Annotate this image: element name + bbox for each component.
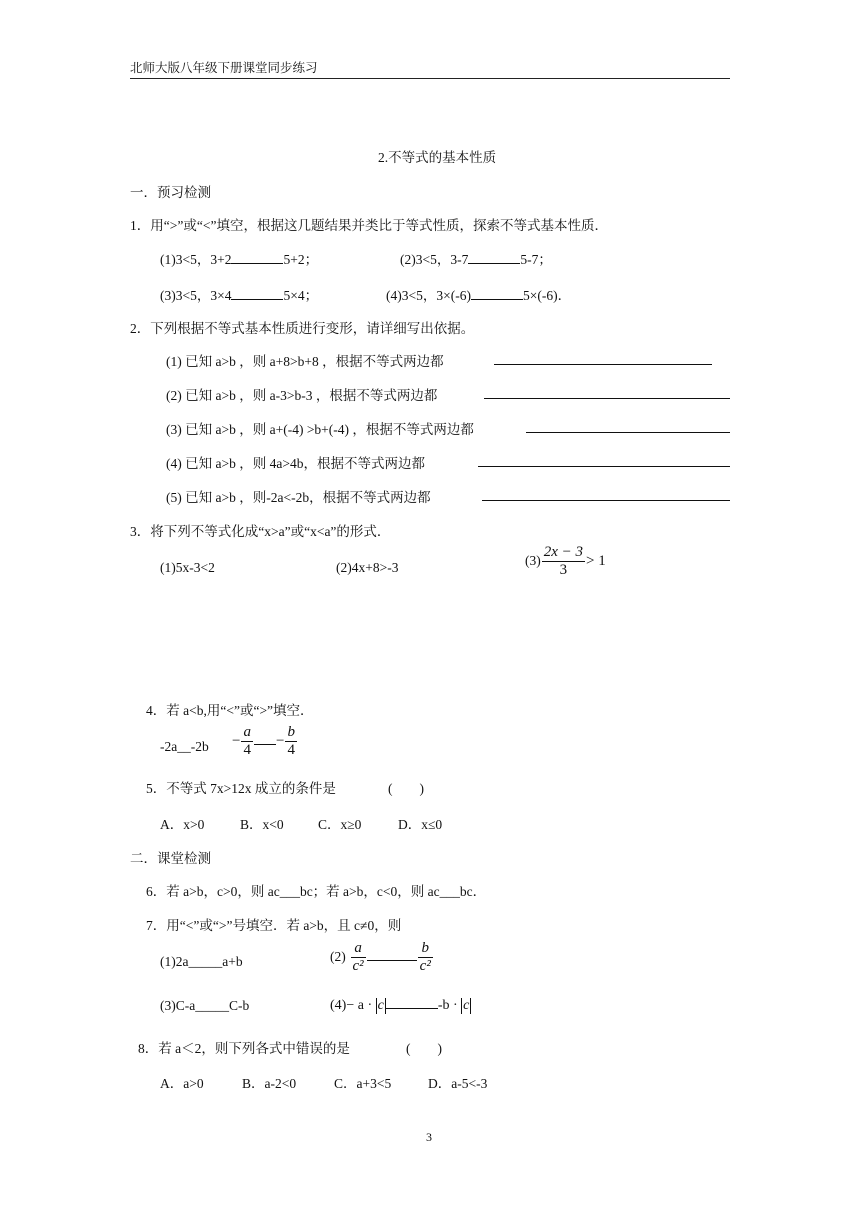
answer-paren[interactable]: ( ) [406, 1041, 442, 1056]
q3-stem: 3．将下列不等式化成“x>a”或“x<a”的形式． [130, 524, 391, 539]
fraction [285, 724, 297, 760]
q5-stem: 5．不等式 7x>12x 成立的条件是 [146, 781, 336, 796]
answer-blank[interactable] [231, 287, 283, 300]
q1-item-4-post: 5×(-6)． [522, 288, 572, 303]
q5-option-b[interactable]: B．x<0 [240, 817, 284, 832]
q2-item-3 [166, 418, 474, 438]
q6-text: 6．若 a>b，c>0，则 ac___bc；若 a>b，c<0，则 ac___bc． [146, 884, 487, 899]
q1-item-1-pre: (1)3<5，3+2 [160, 252, 232, 267]
q5-option-c[interactable]: C．x≥0 [318, 817, 362, 832]
q2-item-num: (4) [166, 456, 182, 471]
q1-item-1 [160, 248, 318, 268]
q7-item-4-mid: -b · [437, 998, 458, 1013]
q1-item-3 [160, 284, 318, 304]
fraction-denominator: c² [419, 958, 431, 975]
fraction-denominator: c² [352, 958, 364, 975]
q2-item-4 [166, 452, 425, 472]
fraction [418, 940, 433, 976]
fraction-denominator: 4 [287, 742, 295, 759]
q8-option-a[interactable]: A．a>0 [160, 1076, 204, 1091]
q5-option-d[interactable]: D．x≤0 [398, 817, 443, 832]
q8-option-c[interactable]: C．a+3<5 [334, 1076, 392, 1091]
q7-item-2 [330, 940, 434, 976]
answer-blank[interactable] [526, 420, 730, 433]
answer-blank[interactable] [367, 950, 417, 961]
q7-item-1: (1)2a_____a+b [160, 954, 243, 969]
answer-blank[interactable] [468, 251, 520, 264]
q8-option-b[interactable]: B．a-2<0 [242, 1076, 297, 1091]
answer-paren[interactable]: ( ) [388, 781, 424, 796]
q1-item-1-post: 5+2； [283, 252, 319, 267]
q3-item-3-rest: > 1 [586, 552, 606, 569]
q3-item-3-label: (3) [525, 552, 541, 568]
q2-item-1 [166, 350, 444, 370]
absolute-value: c [463, 998, 470, 1013]
q7-item-3: (3)C-a_____C-b [160, 998, 250, 1013]
fraction [241, 724, 253, 760]
q3-item-1: (1)5x-3<2 [160, 560, 215, 575]
q1-item-4-pre: (4)3<5，3×(-6) [386, 288, 471, 303]
answer-blank[interactable] [386, 996, 438, 1009]
section-title-class-check: 二．课堂检测 [130, 851, 211, 866]
q2-item-text: 已知 a>b ，则 a-3>b-3 ，根据不等式两边都 [185, 388, 438, 403]
q1-item-3-post: 5×4； [283, 288, 319, 303]
q2-item-2 [166, 384, 437, 404]
answer-blank[interactable] [482, 488, 730, 501]
page-number: 3 [426, 1130, 432, 1144]
q1-item-3-pre: (3)3<5，3×4 [160, 288, 232, 303]
answer-blank[interactable] [484, 386, 730, 399]
fraction-numerator: a [241, 724, 253, 742]
q2-item-5 [166, 486, 431, 506]
header-rule [130, 78, 730, 79]
fraction [351, 940, 366, 976]
q2-item-text: 已知 a>b ，则-2a<-2b，根据不等式两边都 [185, 490, 431, 505]
q1-item-2-post: 5-7； [520, 252, 552, 267]
absolute-value: c [377, 998, 384, 1013]
q1-stem: 1．用“>”或“<”填空，根据这几题结果并类比于等式性质，探索不等式基本性质． [130, 218, 608, 233]
q2-item-num: (1) [166, 354, 182, 369]
q8-option-d[interactable]: D．a-5<-3 [428, 1076, 488, 1091]
q5-option-a[interactable]: A．x>0 [160, 817, 205, 832]
answer-blank[interactable] [231, 251, 283, 264]
q4-expr-1: -2a__-2b [160, 739, 209, 754]
page-title: 2.不等式的基本性质 [378, 150, 497, 165]
answer-blank[interactable] [478, 454, 730, 467]
q2-item-num: (5) [166, 490, 182, 505]
q7-item-2-label: (2) [330, 949, 346, 965]
q1-item-2 [400, 248, 552, 268]
minus-sign: − [275, 733, 285, 750]
q2-item-num: (3) [166, 422, 182, 437]
q4-stem: 4．若 a<b,用“<”或“>”填空． [146, 703, 314, 718]
q4-expr-2 [232, 724, 298, 760]
q7-item-4-label: (4) [330, 998, 347, 1013]
q1-item-2-pre: (2)3<5，3-7 [400, 252, 469, 267]
q7-stem: 7．用“<”或“>”号填空．若 a>b，且 c≠0，则 [146, 918, 402, 933]
q8-stem: 8．若 a＜2，则下列各式中错误的是 [138, 1041, 350, 1056]
fraction-numerator: b [285, 724, 297, 742]
page-header-title: 北师大版八年级下册课堂同步练习 [130, 61, 318, 75]
q3-item-3 [525, 544, 606, 580]
fraction [542, 544, 585, 580]
q2-item-num: (2) [166, 388, 182, 403]
q2-stem: 2．下列根据不等式基本性质进行变形，请详细写出依据。 [130, 321, 475, 336]
answer-blank[interactable] [254, 734, 276, 745]
q7-item-4 [330, 996, 471, 1014]
section-title-preview: 一．预习检测 [130, 185, 211, 200]
q2-item-text: 已知 a>b ，则 4a>4b，根据不等式两边都 [185, 456, 425, 471]
q2-item-text: 已知 a>b ，则 a+(-4) >b+(-4) ，根据不等式两边都 [185, 422, 474, 437]
q1-item-4 [386, 284, 571, 304]
q2-item-text: 已知 a>b ，则 a+8>b+8 ，根据不等式两边都 [185, 354, 444, 369]
minus-sign: − [232, 733, 241, 750]
fraction-denominator: 3 [559, 562, 568, 579]
fraction-numerator: 2x − 3 [542, 544, 585, 562]
answer-blank[interactable] [471, 287, 523, 300]
fraction-numerator: a [351, 940, 366, 958]
q3-item-2: (2)4x+8>-3 [336, 560, 399, 575]
fraction-numerator: b [418, 940, 433, 958]
fraction-denominator: 4 [243, 742, 251, 759]
q7-item-4-left: − a · [346, 998, 373, 1013]
answer-blank[interactable] [494, 352, 712, 365]
